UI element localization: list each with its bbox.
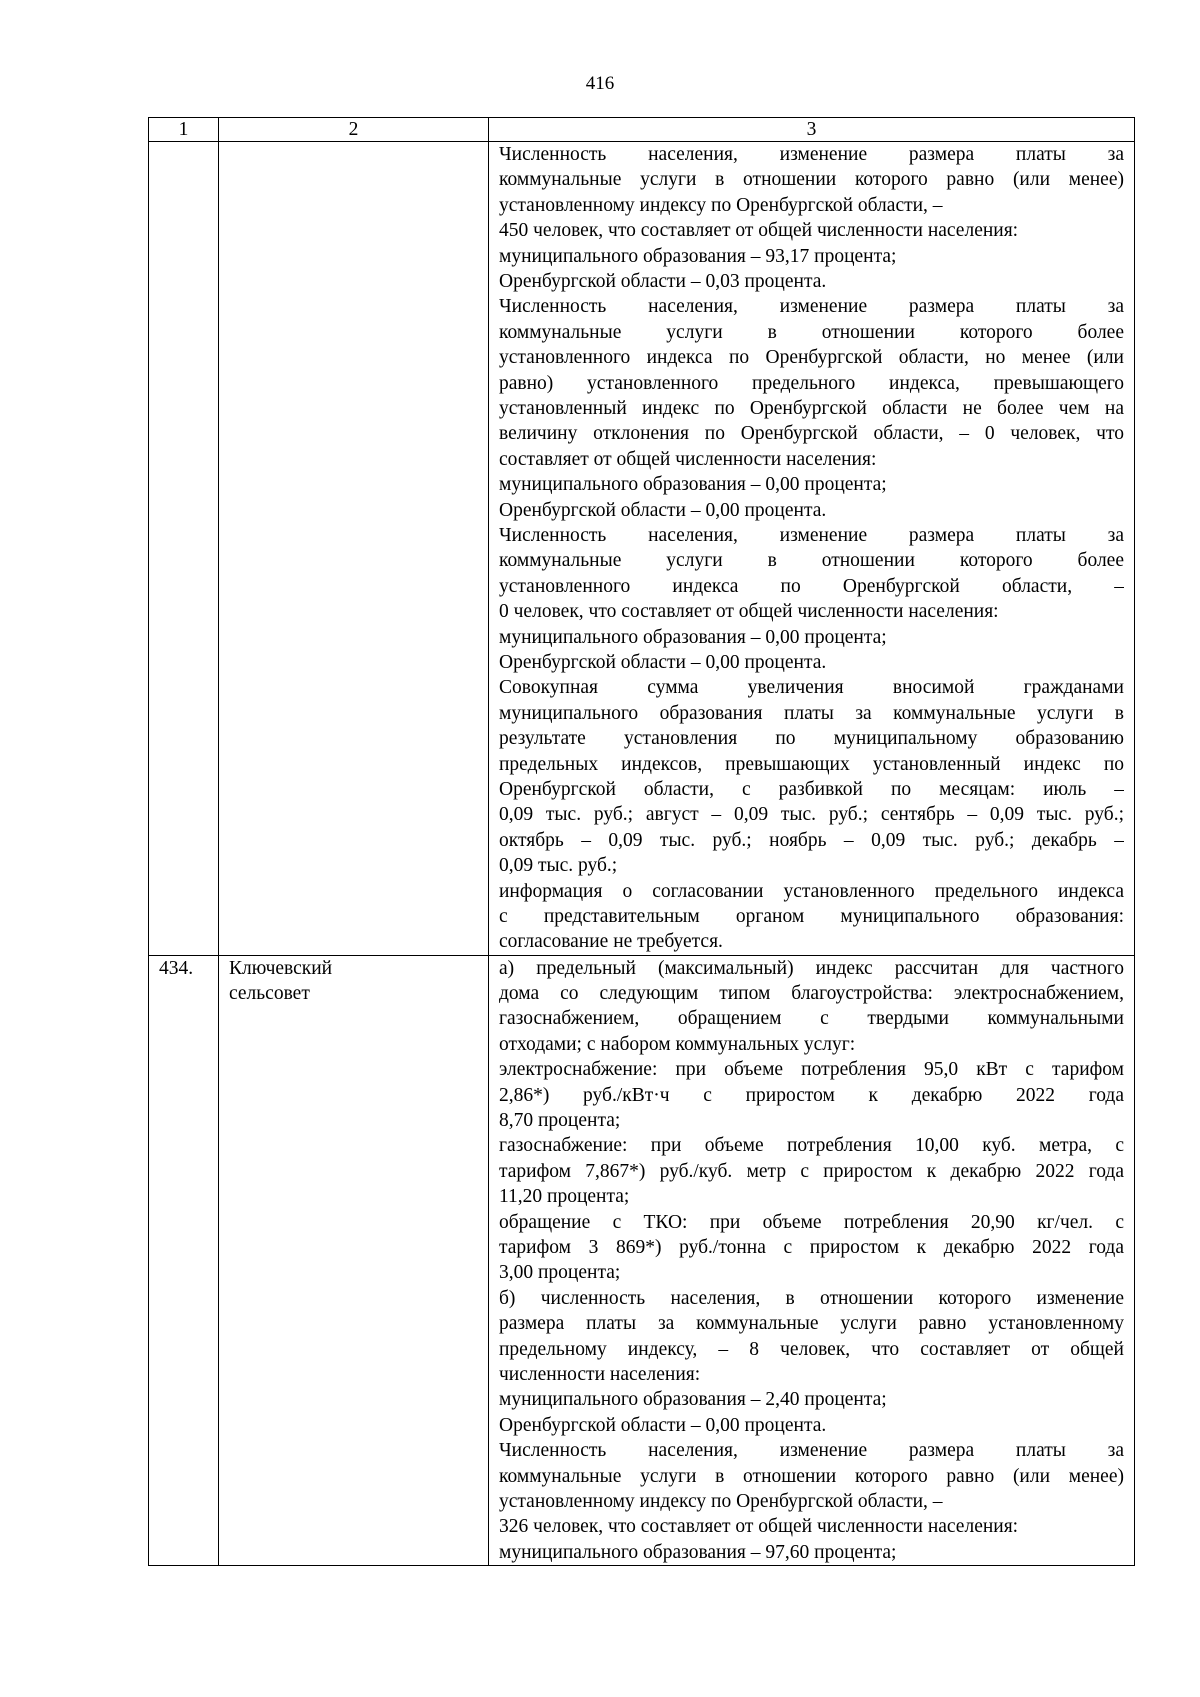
text-line: Оренбургской области, с разбивкой по месяцам: июль – bbox=[499, 778, 1124, 800]
text-line: Оренбургской области – 0,00 процента. bbox=[499, 499, 827, 521]
text-line: установленного индекса по Оренбургской области, – bbox=[499, 575, 1124, 597]
table-row bbox=[149, 142, 1135, 956]
text-line: газоснабжение: при объеме потребления 10,00 куб. метра, с bbox=[499, 1135, 1124, 1157]
header-col-1: 1 bbox=[149, 118, 219, 142]
document-table bbox=[148, 117, 1135, 1566]
text-line: установленному индексу по Оренбургской области, – bbox=[499, 194, 943, 216]
text-line: 450 человек, что составляет от общей численности населения: bbox=[499, 220, 1019, 242]
text-line: с представительным органом муниципального образования: bbox=[499, 905, 1124, 927]
text-line: коммунальные услуги в отношении которого равно (или менее) bbox=[499, 169, 1124, 191]
text-line: 0,09 тыс. руб.; bbox=[499, 855, 618, 877]
text-line: Оренбургской области – 0,03 процента. bbox=[499, 271, 827, 292]
text-line: величину отклонения по Оренбургской области, – 0 человек, что bbox=[499, 423, 1124, 445]
text-line: составляет от общей численности населения: bbox=[499, 448, 877, 470]
page-number: 416 bbox=[585, 73, 615, 94]
text-line: муниципального образования – 2,40 процента; bbox=[499, 1389, 887, 1411]
text-line: согласование не требуется. bbox=[499, 931, 723, 953]
text-line: информация о согласовании установленного предельного индекса bbox=[499, 880, 1124, 902]
text-line: 3,00 процента; bbox=[499, 1262, 621, 1284]
municipality-name-line: Ключевский bbox=[229, 957, 333, 979]
text-line: 8,70 процента; bbox=[499, 1110, 621, 1132]
text-line: численности населения: bbox=[499, 1364, 701, 1385]
text-line: предельных индексов, превышающих установленный индекс по bbox=[499, 753, 1124, 775]
text-line: результате установления по муниципальному образованию bbox=[499, 728, 1124, 750]
text-line: Численность населения, изменение размера платы за bbox=[499, 144, 1124, 165]
text-line: равно) установленного предельного индекса, превышающего bbox=[499, 372, 1124, 394]
table-row bbox=[149, 955, 1135, 1566]
text-line: размера платы за коммунальные услуги равно установленному bbox=[499, 1313, 1124, 1335]
text-line: коммунальные услуги в отношении которого более bbox=[499, 550, 1124, 572]
municipality-name bbox=[219, 955, 489, 1566]
text-line: муниципального образования – 0,00 процента; bbox=[499, 474, 887, 496]
text-line: 326 человек, что составляет от общей численности населения: bbox=[499, 1516, 1019, 1538]
row-number bbox=[149, 142, 219, 956]
text-line: Оренбургской области – 0,00 процента. bbox=[499, 1414, 827, 1436]
text-line: муниципального образования – 97,60 процента; bbox=[499, 1541, 897, 1563]
text-line: 0,09 тыс. руб.; август – 0,09 тыс. руб.; сентябрь – 0,09 тыс. руб.; bbox=[499, 804, 1124, 826]
text-line: дома со следующим типом благоустройства: электроснабжением, bbox=[499, 983, 1124, 1005]
header-col-3: 3 bbox=[489, 118, 1135, 142]
text-line: Совокупная сумма увеличения вносимой гражданами bbox=[499, 677, 1124, 699]
header-col-2: 2 bbox=[219, 118, 489, 142]
text-line: 0 человек, что составляет от общей численности населения: bbox=[499, 601, 999, 623]
text-line: тарифом 3 869*) руб./тонна с приростом к декабрю 2022 года bbox=[499, 1237, 1124, 1259]
description-cell bbox=[489, 142, 1135, 956]
text-line: электроснабжение: при объеме потребления 95,0 кВт с тарифом bbox=[499, 1059, 1124, 1081]
text-line: установленному индексу по Оренбургской области, – bbox=[499, 1491, 943, 1512]
text-line: а) предельный (максимальный) индекс рассчитан для частного bbox=[499, 957, 1124, 979]
text-line: отходами; с набором коммунальных услуг: bbox=[499, 1033, 856, 1055]
text-line: октябрь – 0,09 тыс. руб.; ноябрь – 0,09 тыс. руб.; декабрь – bbox=[499, 829, 1124, 851]
text-line: установленный индекс по Оренбургской области не более чем на bbox=[499, 397, 1124, 419]
text-line: тарифом 7,867*) руб./куб. метр с приростом к декабрю 2022 года bbox=[499, 1160, 1124, 1182]
text-line: предельному индексу, – 8 человек, что составляет от общей bbox=[499, 1338, 1124, 1360]
text-line: газоснабжением, обращением с твердыми коммунальными bbox=[499, 1008, 1124, 1030]
municipality-name bbox=[219, 142, 489, 956]
text-line: муниципального образования – 93,17 процента; bbox=[499, 245, 897, 267]
text-line: обращение с ТКО: при объеме потребления 20,90 кг/чел. с bbox=[499, 1211, 1124, 1233]
text-line: 11,20 процента; bbox=[499, 1186, 630, 1208]
text-line: муниципального образования – 0,00 процента; bbox=[499, 626, 887, 648]
text-line: Оренбургской области – 0,00 процента. bbox=[499, 651, 827, 673]
row-number: 434. bbox=[149, 955, 219, 1566]
text-line: 2,86*) руб./кВт·ч с приростом к декабрю 2022 года bbox=[499, 1084, 1124, 1106]
description-cell bbox=[489, 955, 1135, 1566]
text-line: Численность населения, изменение размера платы за bbox=[499, 524, 1124, 546]
table-header-row bbox=[149, 118, 1135, 142]
text-line: б) численность населения, в отношении которого изменение bbox=[499, 1287, 1124, 1309]
text-line: коммунальные услуги в отношении которого равно (или менее) bbox=[499, 1465, 1124, 1487]
text-line: коммунальные услуги в отношении которого более bbox=[499, 321, 1124, 343]
municipality-name-line: сельсовет bbox=[229, 983, 310, 1005]
text-line: установленного индекса по Оренбургской области, но менее (или bbox=[499, 347, 1124, 369]
text-line: муниципального образования платы за коммунальные услуги в bbox=[499, 702, 1124, 724]
text-line: Численность населения, изменение размера платы за bbox=[499, 296, 1124, 318]
text-line: Численность населения, изменение размера платы за bbox=[499, 1440, 1124, 1462]
